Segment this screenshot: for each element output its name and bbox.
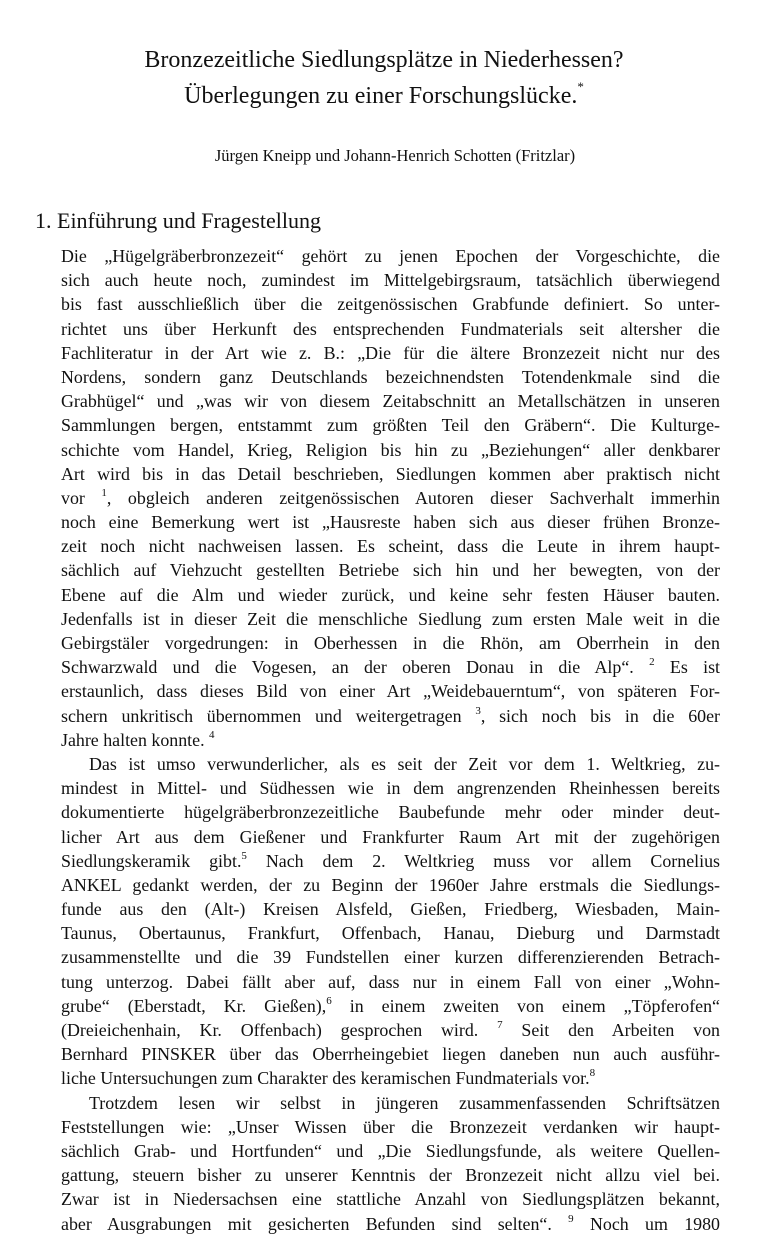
text-run: Feststellungen wie: „Unser Wissen über die Bronzezeit verdanken wir haupt- (61, 1116, 720, 1137)
text-run: gattung, steuern bisher zu unserer Kenntnis der Bronzezeit nicht allzu viel bei. (61, 1165, 720, 1186)
text-line (61, 994, 720, 1018)
footnote-reference: 8 (589, 1067, 596, 1080)
text-line (61, 583, 720, 607)
text-run: Taunus, Obertaunus, Frankfurt, Offenbach, Hanau, Dieburg und Darmstadt (61, 923, 720, 944)
text-line (61, 728, 720, 752)
footnote-reference: 3 (475, 704, 481, 717)
footnote-reference: 2 (649, 656, 655, 669)
text-line (61, 825, 720, 849)
title-footnote-mark: * (577, 79, 584, 94)
text-line (61, 679, 720, 703)
text-line (61, 317, 720, 341)
text-run: Sammlungen bergen, entstammt zum größten Teil den Gräbern“. Die Kulturge- (61, 415, 720, 436)
text-line (61, 1066, 720, 1090)
text-run: aber Ausgrabungen mit gesicherten Befunden sind selten“. (61, 1213, 569, 1234)
text-run: Jedenfalls ist in dieser Zeit die menschliche Siedlung zum ersten Male weit in die (61, 608, 720, 629)
text-run: richtet uns über Herkunft des entsprechenden Fundmaterials seit altersher die (61, 318, 720, 339)
text-line (61, 558, 720, 582)
text-line (61, 1018, 720, 1042)
text-line (61, 607, 720, 631)
text-line (61, 752, 720, 776)
section-heading: 1. Einführung und Fragestellung (35, 208, 321, 233)
text-line (61, 413, 720, 437)
text-line (61, 244, 720, 268)
text-run: schern unkritisch übernommen und weitergetragen (61, 705, 476, 726)
text-run: Trotzdem lesen wir selbst in jüngeren zusammenfassenden Schriftsätzen (89, 1092, 720, 1113)
text-run: Die „Hügelgräberbronzezeit“ gehört zu jenen Epochen der Vorgeschichte, die (61, 246, 720, 266)
text-run: grube“ (Eberstadt, Kr. Gießen), (61, 995, 327, 1016)
text-line (61, 800, 720, 824)
text-line (61, 655, 720, 679)
text-run: Nordens, sondern ganz Deutschlands bezeichnendsten Totendenkmale sind die (61, 366, 720, 387)
text-run: Nach dem 2. Weltkrieg muss vor allem Cornelius (246, 850, 720, 871)
text-run: Schwarzwald und die Vogesen, an der oberen Donau in die Alp“. (61, 657, 650, 678)
text-run: ANKEL gedankt werden, der zu Beginn der 1960er Jahre erstmals die Siedlungs- (61, 874, 720, 895)
title-block (0, 42, 768, 114)
text-run: tung unterzog. Dabei fällt aber auf, dass nur in einem Fall von einer „Wohn- (61, 971, 720, 992)
text-line (61, 341, 720, 365)
text-line (61, 1139, 720, 1163)
text-run: Gebirgstäler vorgedrungen: in Oberhessen in die Rhön, am Oberrhein in den (61, 633, 720, 653)
body-text (61, 244, 720, 1236)
text-line (61, 849, 720, 873)
text-run: Ebene auf die Alm und wieder zurück, und keine sehr festen Häuser bauten. (61, 584, 720, 605)
text-line (61, 631, 720, 655)
text-line (61, 1163, 720, 1187)
text-line (61, 1091, 720, 1115)
text-line (61, 873, 720, 897)
text-run: vor (61, 487, 102, 508)
text-run: Es ist (654, 657, 720, 678)
author-line: Jürgen Kneipp und Johann-Henrich Schotten (Fritzlar) (214, 146, 576, 165)
text-line (61, 268, 720, 292)
text-run: dokumentierte hügelgräberbronzezeitliche Baubefunde mehr oder minder deut- (61, 802, 720, 823)
text-run: Jahre halten konnte. (61, 729, 210, 750)
text-run: Zwar ist in Niedersachsen eine stattliche Anzahl von Siedlungsplätzen bekannt, (61, 1189, 720, 1210)
text-line (61, 365, 720, 389)
text-run: schichte vom Handel, Krieg, Religion bis hin zu „Beziehungen“ aller denkbarer (61, 439, 720, 460)
text-run: Seit den Arbeiten von (502, 1020, 720, 1040)
text-run: funde aus den (Alt-) Kreisen Alsfeld, Gießen, Friedberg, Wiesbaden, Main- (61, 899, 720, 920)
text-line (61, 1212, 720, 1236)
text-run: sächlich auf Viehzucht gestellten Betriebe sich hin und her bewegten, von der (61, 560, 720, 581)
text-run: in einem zweiten von einem „Töpferofen“ (331, 995, 720, 1016)
text-line (61, 486, 720, 510)
text-run: sich auch heute noch, zumindest im Mittelgebirgsraum, tatsächlich überwiegend (61, 270, 720, 291)
footnote-reference: 5 (241, 849, 247, 862)
text-run: Grabhügel“ und „was wir von diesem Zeitabschnitt an Metallschätzen in unseren (61, 391, 720, 412)
text-line (61, 534, 720, 558)
text-run: zeit noch nicht nachweisen lassen. Es scheint, dass die Leute in ihrem haupt- (61, 536, 720, 557)
footnote-reference: 1 (101, 486, 107, 499)
text-line (61, 462, 720, 486)
text-run: Das ist umso verwunderlicher, als es seit der Zeit vor dem 1. Weltkrieg, zu- (89, 753, 720, 774)
text-run: bis fast ausschließlich über die zeitgenössischen Grabfunde definiert. So unter- (61, 294, 720, 315)
text-run: licher Art aus dem Gießener und Frankfurter Raum Art mit der zugehörigen (61, 826, 720, 847)
text-run: erstaunlich, dass dieses Bild von einer Art „Weidebauerntum“, von späteren For- (61, 681, 720, 702)
text-line (61, 292, 720, 316)
text-line (61, 1115, 720, 1139)
document-title-line-2-text: Überlegungen zu einer Forschungslücke. (184, 83, 578, 109)
text-run: Noch um 1980 (573, 1213, 720, 1234)
text-run: liche Untersuchungen zum Charakter des keramischen Fundmaterials vor. (61, 1068, 590, 1089)
text-line (61, 776, 720, 800)
text-line (61, 945, 720, 969)
text-run: Art wird bis in das Detail beschrieben, Siedlungen kommen aber praktisch nicht (61, 463, 720, 484)
text-run: , obgleich anderen zeitgenössischen Autoren dieser Sachverhalt immerhin (106, 487, 720, 508)
text-run: zusammenstellte und die 39 Fundstellen einer kurzen differenzierenden Betrach- (61, 947, 720, 968)
text-run: Siedlungskeramik gibt. (61, 850, 242, 871)
text-line (61, 970, 720, 994)
text-run: sächlich Grab- und Hortfunden“ und „Die Siedlungsfunde, als weitere Quellen- (61, 1140, 720, 1161)
text-run: Bernhard PINSKER über das Oberrheingebiet liegen daneben nun auch ausführ- (61, 1044, 720, 1065)
text-run: noch eine Bemerkung wert ist „Hausreste haben sich aus dieser frühen Bronze- (61, 512, 720, 533)
text-run: (Dreieichenhain, Kr. Offenbach) gesprochen wird. (61, 1020, 498, 1040)
document-title-line-1: Bronzezeitliche Siedlungsplätze in Niederhessen? (144, 47, 624, 73)
text-run: , sich noch bis in die 60er (480, 705, 720, 726)
text-run: Fachliteratur in der Art wie z. B.: „Die für die ältere Bronzezeit nicht nur des (61, 342, 720, 363)
document-title-line-2 (0, 78, 768, 114)
text-line (61, 897, 720, 921)
text-run: mindest in Mittel- und Südhessen wie in dem angrenzenden Rheinhessen bereits (61, 778, 720, 799)
footnote-reference: 4 (209, 728, 215, 741)
text-line (61, 438, 720, 462)
text-line (61, 1042, 720, 1066)
footnote-reference: 9 (568, 1212, 574, 1225)
footnote-reference: 7 (497, 1019, 503, 1031)
text-line (61, 704, 720, 728)
text-line (61, 389, 720, 413)
text-line (61, 921, 720, 945)
text-line (61, 510, 720, 534)
footnote-reference: 6 (326, 994, 332, 1007)
